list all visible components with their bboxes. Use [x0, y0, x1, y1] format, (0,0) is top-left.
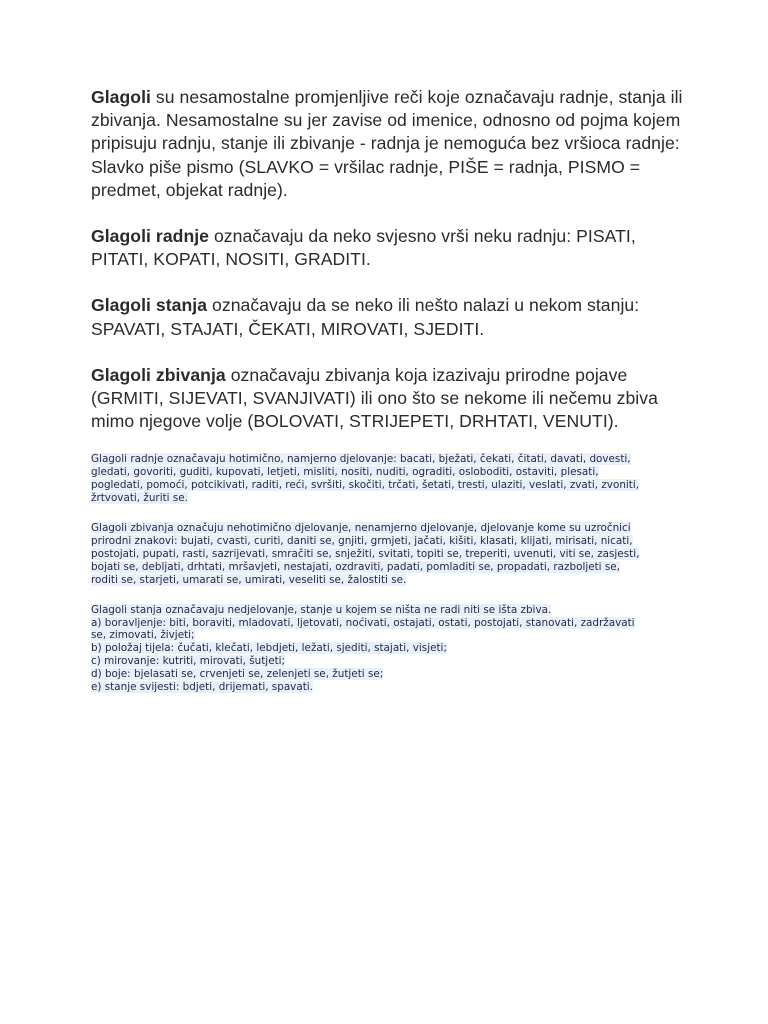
small-line: gledati, govoriti, guditi, kupovati, letjeti, misliti, nositi, nuditi, ograditi, osloboditi, ostaviti, plesati,: [91, 466, 599, 479]
paragraph-term: Glagoli stanja: [91, 295, 208, 316]
paragraph-text: su nesamostalne promjenljive reči koje označavaju radnje, stanja ili zbivanja. Nesamostalne su jer zavise od imenice, odnosno od pojma kojem pripisuju radnju, stanje ili zbivanje - radnja je nemoguća bez vršioca radnje: Slavko piše pismo (SLAVKO = vršilac radnje, PIŠE = radnja, PISMO = predmet, objekat radnje).: [91, 87, 683, 200]
small-block-radnje: [91, 453, 691, 505]
small-line: žrtvovati, žuriti se.: [91, 492, 188, 505]
paragraph-text: označavaju da neko svjesno vrši neku radnju: PISATI, PITATI, KOPATI, NOSITI, GRADITI.: [91, 226, 636, 270]
small-line: prirodni znakovi: bujati, cvasti, curiti, daniti se, gnjiti, grmjeti, jačati, kišiti, klasati, klijati, mirisati, nicati,: [91, 534, 633, 547]
paragraph-glagoli-intro: [91, 86, 691, 202]
small-line: Glagoli zbivanja označuju nehotimično djelovanje, nenamjerno djelovanje, djelovanje kome su uzročnici: [91, 522, 631, 535]
small-line: c) mirovanje: kutriti, mirovati, šutjeti;: [91, 655, 286, 668]
small-line: se, zimovati, živjeti;: [91, 629, 195, 642]
document-content: [91, 86, 691, 711]
small-block-zbivanja: [91, 522, 691, 587]
small-line: pogledati, pomoći, potcikivati, raditi, reći, svršiti, skočiti, trčati, šetati, tresti, ulaziti, veslati, zvati, zvoniti,: [91, 479, 640, 492]
small-line: b) položaj tijela: čučati, klečati, lebdjeti, ležati, sjediti, stajati, visjeti;: [91, 642, 447, 655]
paragraph-glagoli-stanja: [91, 294, 691, 340]
small-line: Glagoli stanja označavaju nedjelovanje, stanje u kojem se ništa ne radi niti se išta zbiva.: [91, 603, 552, 616]
paragraph-term: Glagoli zbivanja: [91, 364, 226, 385]
small-line: postojati, pupati, rasti, sazrijevati, smračiti se, snježiti, svitati, topiti se, treperiti, uvenuti, viti se, zasjesti,: [91, 547, 640, 560]
small-block-stanja: [91, 604, 691, 694]
paragraph-text: označavaju da se neko ili nešto nalazi u nekom stanju: SPAVATI, STAJATI, ČEKATI, MIROVATI, SJEDITI.: [91, 295, 640, 339]
paragraph-text: označavaju zbivanja koja izazivaju prirodne pojave (GRMITI, SIJEVATI, SVANJIVATI) ili ono što se nekome ili nečemu zbiva mimo njegove volje (BOLOVATI, STRIJEPETI, DRHTATI, VENUTI).: [91, 364, 658, 432]
small-line: d) boje: bjelasati se, crvenjeti se, zelenjeti se, žutjeti se;: [91, 668, 384, 681]
small-line: Glagoli radnje označavaju hotimično, namjerno djelovanje: bacati, bježati, čekati, čitati, davati, dovesti,: [91, 453, 631, 466]
paragraph-term: Glagoli: [91, 87, 151, 107]
small-line: a) boravljenje: biti, boraviti, mladovati, ljetovati, noćivati, ostajati, ostati, postojati, stanovati, zadržavati: [91, 616, 635, 629]
small-line: roditi se, starjeti, umarati se, umirati, veseliti se, žalostiti se.: [91, 573, 407, 586]
paragraph-glagoli-radnje: [91, 225, 691, 271]
small-line: bojati se, debljati, drhtati, mršavjeti, nestajati, ozdraviti, padati, pomladiti se, propadati, razboljeti se,: [91, 560, 620, 573]
paragraph-glagoli-zbivanja: [91, 364, 691, 434]
paragraph-term: Glagoli radnje: [91, 226, 210, 247]
small-line: e) stanje svijesti: bdjeti, drijemati, spavati.: [91, 681, 313, 694]
